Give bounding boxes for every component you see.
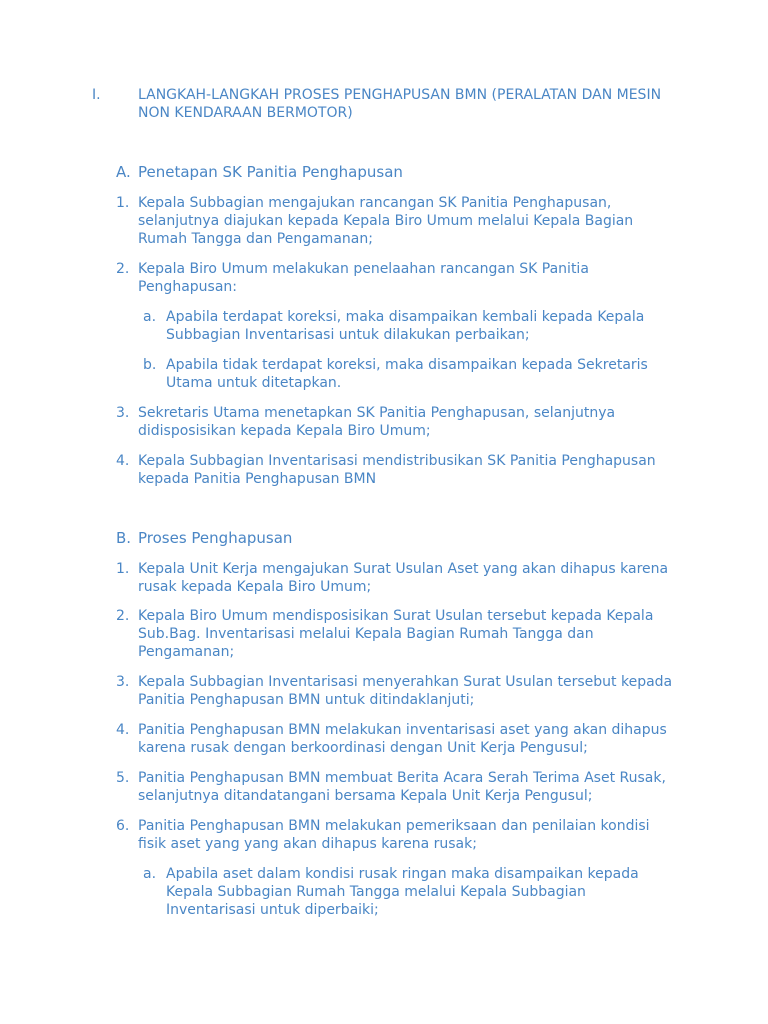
list-item-number: 1. — [116, 561, 130, 577]
section-title-text: Penetapan SK Panitia Penghapusan — [138, 163, 403, 181]
list-item-number: 4. — [116, 453, 130, 469]
list-item-text: Kepala Subbagian mengajukan rancangan SK Panitia Penghapusan, selanjutnya diajukan kepada Kepala Biro Umum melalui Kepala Bagian Rumah Tangga dan Pengamanan; — [138, 195, 634, 247]
list-item-number: 5. — [116, 770, 130, 786]
list-item-text: Panitia Penghapusan BMN melakukan inventarisasi aset yang akan dihapus karena rusak dengan berkoordinasi dengan Unit Kerja Pengusul; — [138, 722, 667, 756]
sub-list-item-letter: a. — [143, 866, 157, 882]
section-letter: A. — [116, 163, 131, 181]
sub-list-item-letter: a. — [143, 309, 157, 325]
section-title-text: Proses Penghapusan — [138, 529, 293, 547]
list-item-text: Kepala Subbagian Inventarisasi mendistribusikan SK Panitia Penghapusan kepada Panitia Penghapusan BMN — [138, 453, 656, 487]
list-item-number: 2. — [116, 261, 130, 277]
sub-list-item-letter: b. — [143, 357, 157, 373]
list-item-text: Panitia Penghapusan BMN melakukan pemeriksaan dan penilaian kondisi fisik aset yang yang akan dihapus karena rusak; — [138, 818, 650, 852]
sub-list-item-text: Apabila aset dalam kondisi rusak ringan maka disampaikan kepada Kepala Subbagian Rumah Tangga melalui Kepala Subbagian Inventarisasi untuk diperbaiki; — [166, 866, 639, 918]
sub-list-item-text: Apabila tidak terdapat koreksi, maka disampaikan kepada Sekretaris Utama untuk ditetapkan. — [166, 357, 648, 391]
list-item-text: Kepala Biro Umum melakukan penelaahan rancangan SK Panitia Penghapusan: — [138, 261, 589, 295]
sub-list-item-text: Apabila terdapat koreksi, maka disampaikan kembali kepada Kepala Subbagian Inventarisasi untuk dilakukan perbaikan; — [166, 309, 645, 343]
list-item-number: 3. — [116, 405, 130, 421]
list-item-text: Kepala Subbagian Inventarisasi menyerahkan Surat Usulan tersebut kepada Panitia Penghapusan BMN untuk ditindaklanjuti; — [138, 674, 673, 708]
list-item-text: Sekretaris Utama menetapkan SK Panitia Penghapusan, selanjutnya didisposisikan kepada Kepala Biro Umum; — [138, 405, 616, 439]
list-item-number: 6. — [116, 818, 130, 834]
list-item-number: 3. — [116, 674, 130, 690]
list-item-text: Kepala Biro Umum mendisposisikan Surat Usulan tersebut kepada Kepala Sub.Bag. Inventarisasi melalui Kepala Bagian Rumah Tangga dan Pengamanan; — [138, 608, 654, 660]
section-letter: B. — [116, 529, 132, 547]
list-item-text: Panitia Penghapusan BMN membuat Berita Acara Serah Terima Aset Rusak, selanjutnya ditandatangani bersama Kepala Unit Kerja Pengusul; — [138, 770, 666, 804]
heading-roman-numeral: I. — [92, 87, 101, 103]
heading-text: LANGKAH-LANGKAH PROSES PENGHAPUSAN BMN (PERALATAN DAN MESIN NON KENDARAAN BERMOTOR) — [138, 87, 662, 121]
list-item-number: 1. — [116, 195, 130, 211]
list-item-number: 4. — [116, 722, 130, 738]
list-item-number: 2. — [116, 608, 130, 624]
list-item-text: Kepala Unit Kerja mengajukan Surat Usulan Aset yang akan dihapus karena rusak kepada Kepala Biro Umum; — [138, 561, 669, 595]
